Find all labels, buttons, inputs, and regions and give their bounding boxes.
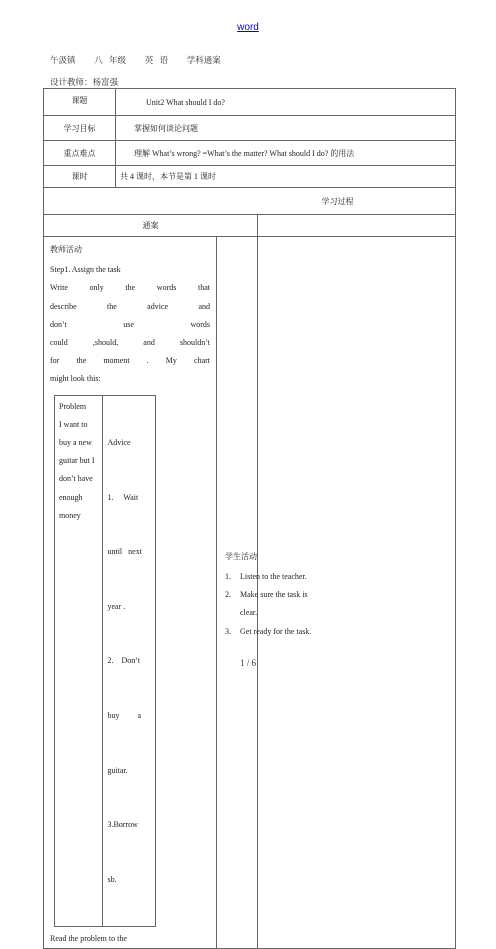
- advice-line: Advice: [107, 438, 131, 448]
- list-item-number: 1.: [225, 572, 231, 582]
- teacher-line: Write only the words that: [50, 283, 210, 293]
- row-common: [44, 215, 456, 237]
- row-goal: [44, 116, 456, 141]
- designer-line: 设计教师：杨富强: [50, 77, 119, 87]
- goal-label: 学习目标: [44, 116, 116, 141]
- common-empty-cell: [258, 215, 456, 237]
- problem-line: money: [59, 510, 81, 520]
- key-value: 理解 What’s wrong? =What’s the matter? What should I do? 的用法: [116, 141, 456, 166]
- common-label: 通案: [44, 215, 258, 237]
- advice-line: year .: [107, 601, 126, 611]
- hours-label: 课时: [44, 166, 116, 188]
- teacher-line: could ,should, and shouldn’t: [50, 338, 210, 348]
- problem-line: buy a new: [59, 438, 92, 448]
- teacher-line: describe the advice and: [50, 301, 210, 311]
- advice-line: until next: [107, 547, 142, 557]
- row-key-points: [44, 141, 456, 166]
- student-activity-list: [225, 568, 319, 641]
- list-item: [225, 568, 319, 586]
- hours-value: 共 4 课时，本节是第 1 课时: [116, 166, 456, 188]
- list-item-text: Listen to the teacher.: [240, 572, 307, 582]
- advice-line: guitar.: [107, 765, 128, 775]
- teacher-line: Read the problem to the: [50, 933, 127, 943]
- advice-line: 3.Borrow: [107, 820, 138, 830]
- teacher-activity-cell: [44, 237, 217, 949]
- teacher-line: might look this:: [50, 374, 101, 384]
- row-process: [44, 188, 456, 215]
- advice-line: sb.: [107, 874, 117, 884]
- school-subject-line: 午汲镇 八 年级 英 语 学科通案: [50, 55, 221, 65]
- advice-line: 2. Don’t: [107, 656, 140, 666]
- advice-line: buy a: [107, 711, 142, 721]
- list-item-number: 2.: [225, 590, 231, 600]
- row-hours: [44, 166, 456, 188]
- process-label: 学习过程: [44, 188, 456, 215]
- problem-line: enough: [59, 492, 83, 502]
- list-item-text: Get ready for the task.: [240, 626, 312, 636]
- problem-line: I want to: [59, 419, 88, 429]
- problem-line: don’t have: [59, 474, 93, 484]
- student-activity-title: 学生活动: [225, 551, 257, 561]
- problem-line: Problem: [59, 401, 87, 411]
- teacher-activity-title: 教师活动: [50, 245, 82, 254]
- goal-value: 掌握如何谈论问题: [116, 116, 456, 141]
- list-item: [225, 623, 319, 641]
- teacher-line: Step1. Assign the task: [50, 265, 121, 275]
- word-link[interactable]: word: [237, 22, 259, 33]
- student-activity-cell: [217, 237, 312, 949]
- page-number: 1 / 6: [239, 658, 256, 668]
- advice-line: 1. Wait: [107, 492, 139, 502]
- row-activities: [44, 237, 456, 949]
- key-label: 重点难点: [44, 141, 116, 166]
- course-value: Unit2 What should I do?: [116, 89, 456, 116]
- course-label: 课题: [44, 89, 116, 116]
- lesson-plan-table: [43, 88, 456, 949]
- row-course: [44, 89, 456, 116]
- list-item-text: Make sure the task is clear.: [240, 590, 308, 618]
- teacher-line: don’t use words: [50, 319, 210, 329]
- problem-line: guitar but I: [59, 456, 95, 466]
- list-item-number: 3.: [225, 626, 231, 636]
- teacher-line: for the moment . My chart: [50, 356, 210, 366]
- list-item: [225, 586, 319, 622]
